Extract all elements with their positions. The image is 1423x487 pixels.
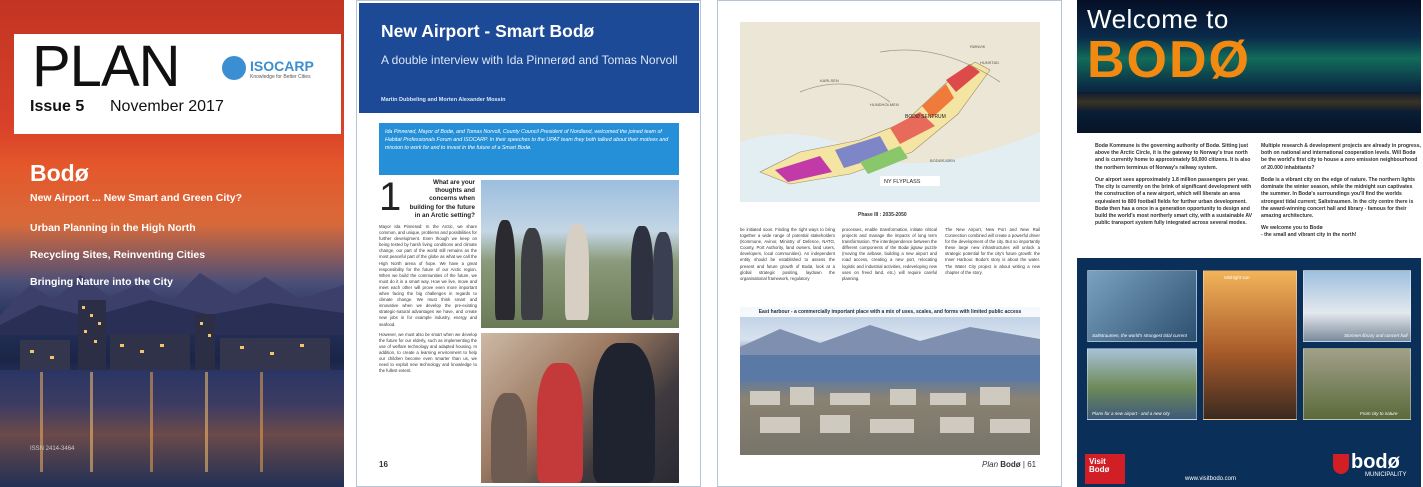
tile-caption: From city to nature — [1360, 411, 1398, 416]
map-label: BODØ SENTRUM — [905, 114, 946, 120]
article-page-16[interactable] — [356, 0, 701, 487]
issue-date: November 2017 — [110, 98, 224, 115]
welcome-paragraph: Bodø is a vibrant city on the edge of nature. The northern lights dominate the winter season, while the midnight sun captivates the summer. In Bodø's surroundings you'll find the worlds strongest tidal current; Saltstraumen. In the city centre there is the award-winning concert hall and library - famous for their amazing architecture. — [1261, 176, 1415, 219]
footer-separator: | — [1022, 460, 1025, 469]
page-footer — [982, 460, 1036, 469]
article-body-column — [379, 224, 477, 378]
audience-photo — [481, 333, 679, 483]
page-number: 16 — [379, 460, 388, 469]
midnight-sun-photo — [1203, 270, 1297, 420]
welcome-city-name: BODØ — [1087, 31, 1251, 89]
masterplan-map — [740, 22, 1040, 202]
article-title: New Airport - Smart Bodø — [381, 21, 595, 41]
body-paragraph: However, we must also be smart when we develop the future for our elderly, such as implementing the use of welfare technology and adapted housing. In addition, to create a learning environment to help our children become even smarter than us, we need to exploit new technology and knowledge to the fullest extent. — [379, 331, 477, 374]
magazine-title: PLAN — [32, 34, 180, 99]
photo-caption: East harbour - a commercially important place with a mix of uses, scales, and forms with limited public access — [740, 307, 1040, 317]
isocarp-logo-text: ISOCARP — [250, 58, 314, 74]
article-subtitle: A double interview with Ida Pinnerød and Tomas Norvoll — [381, 53, 678, 67]
article-page-61[interactable] — [717, 0, 1062, 487]
municipality-subtitle: MUNICIPALITY — [1365, 472, 1407, 478]
welcome-paragraph: Bodø Kommune is the governing authority of Bodø. Sitting just above the Arctic Circle, it is the gateway to Norway's true north and is currently home to approximately 50,000 citizens. It is also the northern terminus of Norway's railway system. — [1095, 143, 1251, 171]
city-lights-strip — [1077, 92, 1421, 112]
light-reflection — [90, 372, 93, 472]
article-body-column: be initiated soon. Finding the right ways to bring together a wide range of potential stakeholders (Kommune, Avinor, Ministry of Defence, NATO, County, Port Authority, land owners, land users, developers, local communities). An independent entity should be established to assess the present and future growth of Bodø, look at a global strategic positing, laydown the organisational framework, regulatory — [740, 227, 835, 281]
cover-city-title: Bodø — [30, 160, 89, 186]
article-body-column: processes, enable transformation, initiate critical projects and manage the impacts of long term transformation. The interdependence between the different components of the Bodø jigsaw puzzle (moving the airbase, building a new airport and road access, creating a new port, relocating logistic and industrial activities, redeveloping new uses on freed land, etc.) will require careful planning. — [842, 227, 937, 281]
nature-photo — [1303, 348, 1411, 420]
harbour-illustration — [740, 307, 1040, 455]
welcome-closing: We welcome you to Bodø — [1261, 225, 1323, 232]
map-label: NY FLYPLASS — [884, 179, 921, 185]
cover-headline: New Airport ... New Smart and Green City? — [30, 192, 242, 204]
map-label: KARLSEN — [820, 78, 839, 83]
question-number: 1 — [379, 175, 402, 219]
masterplan-drawing — [740, 22, 1040, 202]
light-reflection — [205, 372, 208, 472]
tile-caption: Midnight sun — [1224, 275, 1250, 280]
article-intro-box: Ida Pinnerød, Mayor of Bodø, and Tomas Norvoll, County Council President of Nordland, welcomed the joined team of Habitat Professionals Forum and ISOCARP. In their speeches to the UPAT team they both talked about their motives and mission to work for and to invest in the future of a Smart Bodø. — [379, 123, 679, 175]
cover-water — [0, 370, 344, 487]
page-number: 61 — [1027, 460, 1037, 469]
tile-caption: Stormen library and concert hall — [1344, 333, 1408, 338]
website-url[interactable]: www.visitbodo.com — [1185, 476, 1237, 482]
cover-masthead — [14, 34, 341, 134]
article-body-column: The New Airport, New Port and New Rail Connection combined will create a powerful driver for the development of the city. But so importantly these large new infrastructures will unlock a strategic potential for the city's future growth: the Inner Harbour. Bodø's story is about the water. The Water City project is about writing a new chapter of the story. — [945, 227, 1040, 275]
cover-headline: Bringing Nature into the City — [30, 276, 173, 288]
visit-bodo-logo: Visit Bodø — [1085, 454, 1125, 484]
welcome-text-column — [1261, 143, 1421, 240]
isocarp-logo-icon — [222, 56, 246, 80]
map-label: HUNSTAD — [980, 60, 1000, 65]
footer-magazine: Plan — [982, 460, 999, 469]
welcome-advert-page[interactable] — [1075, 0, 1423, 487]
photo-collage — [1077, 258, 1421, 487]
welcome-text-column — [1095, 143, 1255, 232]
tile-caption: Saltstraumen, the world's strongest tidal current — [1092, 333, 1187, 338]
light-reflection — [260, 372, 263, 472]
issue-number: Issue 5 — [30, 98, 85, 115]
isocarp-logo-tagline: Knowledge for Better Cities — [250, 74, 311, 80]
cover-headline: Recycling Sites, Reinventing Cities — [30, 249, 206, 261]
northern-lights-hero — [1077, 0, 1421, 133]
map-label: RØNVIK — [970, 44, 986, 49]
welcome-heading: Welcome to — [1087, 4, 1229, 34]
welcome-paragraph: Our airport sees approximately 1.8 million passengers per year. The city is currently on the brink of significant development with the construction of a new airport, which will liberate an area equivalent to 800 football fields for further urban development. Bodø then has a once in a generation opportunity to design and build the world's most northerly smart city, with a sustainable AV public transport system fully integrated across several modes. — [1095, 176, 1253, 227]
saltstraumen-photo — [1087, 270, 1197, 342]
press-conference-photo — [481, 180, 679, 328]
cover-headline: Urban Planning in the High North — [30, 222, 196, 234]
map-label: HUNDHOLMEN — [870, 102, 899, 107]
welcome-paragraph: Multiple research & development projects are already in progress, both on national and international cooperation levels. Will Bodø be the world's first city to house a zero emission neighbourhood of 20.000 inhabitants? — [1261, 143, 1421, 171]
east-harbour-photo — [740, 307, 1040, 455]
light-reflection — [150, 372, 153, 472]
tile-caption: Plans for a new airport - and a new city — [1092, 411, 1170, 416]
new-airport-photo — [1087, 348, 1197, 420]
magazine-cover[interactable] — [0, 0, 344, 487]
map-caption: Phase III : 2035-2050 — [858, 212, 907, 218]
body-paragraph: Mayor Ida Pinnerød: In the Arctic, we share common, and unique, problems and possibilities for further development. Even though we keep on being tested by harsh living conditions and climate change, our part of the world still remains as the most peaceful part of the globe as what we call the High North arena of hope. We have a great responsibility for the future of our Arctic region. When we build the communities of the future, we must do it in a smart way. How we live, move and meet each other will prove even more important when facing the big challenges in regards to climate change. We must think smart and innovative when we develop the pre-existing strategic-natural advantages we have, and create new jobs in for example industry, energy and seafood. — [379, 224, 477, 327]
article-authors: Martin Dubbeling and Morten Alexander Mossin — [381, 97, 506, 103]
article-title-banner — [359, 3, 699, 113]
issn-number: ISSN 2414-3464 — [30, 446, 75, 452]
interview-question: What are your thoughts and concerns when building for the future in an Arctic setting? — [409, 179, 475, 219]
map-label: BODØSJØEN — [930, 158, 956, 163]
municipality-shield-icon — [1333, 454, 1349, 474]
concert-hall-photo — [1303, 270, 1411, 342]
welcome-tagline: - the small and vibrant city in the north! — [1261, 232, 1357, 239]
municipality-logo: bodø — [1351, 451, 1400, 473]
light-reflection — [40, 372, 43, 472]
footer-city: Bodø — [1000, 460, 1021, 469]
